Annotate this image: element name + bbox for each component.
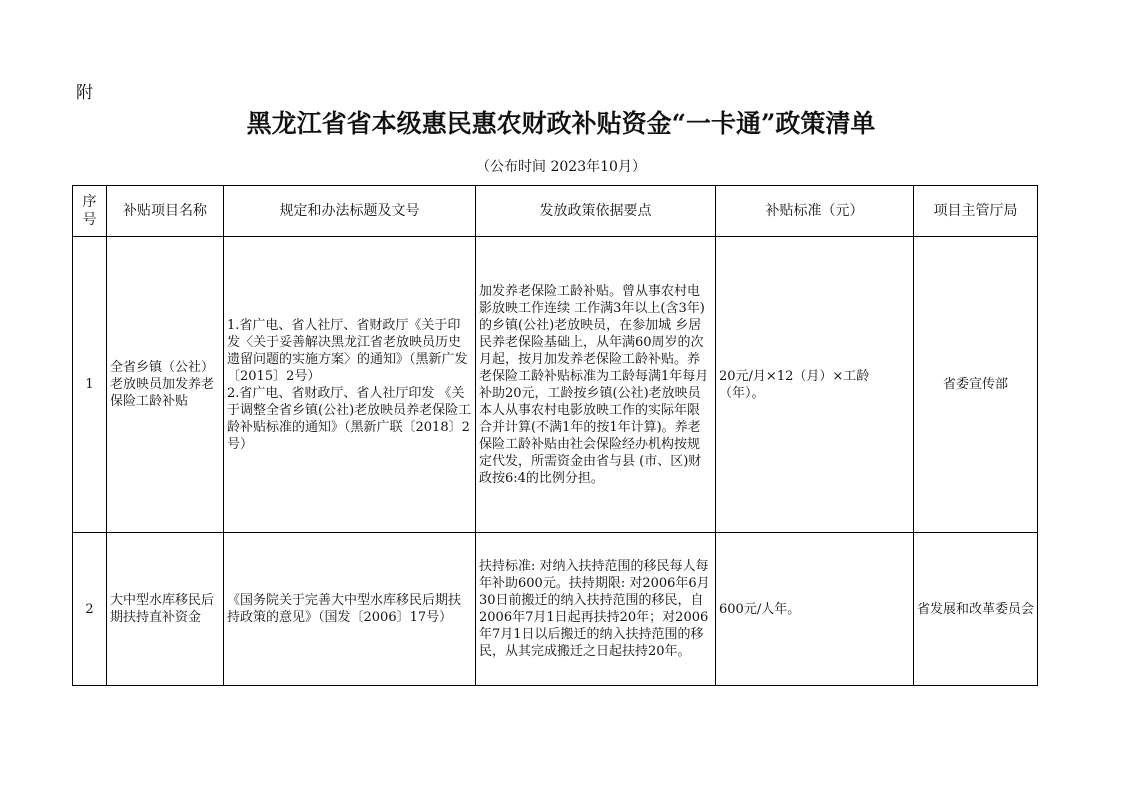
- row-no: 2: [73, 533, 107, 686]
- row-regulation: 1.省广电、省人社厅、省财政厅《关于印发〈关于妥善解决黑龙江省老放映员历史遗留问题的实施方案〉的通知》（黑新广发〔2015〕2号） 2.省广电、省财政厅、省人社厅印发 《关于调整全省乡镇(公社)老放映员养老保险工龄补贴标准的通知》（黑新广联〔2018〕2号）: [224, 237, 476, 533]
- row-department: 省委宣传部: [914, 237, 1038, 533]
- policy-table: [72, 185, 1038, 686]
- col-header-no: 序号: [73, 186, 107, 237]
- publish-date: （公布时间 2023年10月）: [476, 159, 646, 175]
- row-no: 1: [73, 237, 107, 533]
- col-header-basis: 发放政策依据要点: [476, 186, 716, 237]
- attachment-label: 附: [76, 83, 93, 103]
- row-standard: 20元/月×12（月）×工龄（年）。: [716, 237, 914, 533]
- row-basis: 扶持标准: 对纳入扶持范围的移民每人每年补助600元。扶持期限: 对2006年6月30日前搬迁的纳入扶持范围的移民，自2006年7月1日起再扶持20年；对2006年7月1日以后搬迁的纳入扶持范围的移民，从其完成搬迁之日起扶持20年。: [476, 533, 716, 686]
- col-header-regulation: 规定和办法标题及文号: [224, 186, 476, 237]
- row-basis: 加发养老保险工龄补贴。曾从事农村电影放映工作连续 工作满3年以上(含3年)的乡镇(公社)老放映员，在参加城 乡居民养老保险基础上，从年满60周岁的次月起，按月加发养老保险工龄补贴。养老保险工龄补贴标准为工龄每满1年每月补助20元，工龄按乡镇(公社)老放映员本人从事农村电影放映工作的实际年限合并计算(不满1年的按1年计算)。养老保险工龄补贴由社会保险经办机构按规定代发，所需资金由省与县 (市、区)财政按6:4的比例分担。: [476, 237, 716, 533]
- col-header-standard: 补贴标准（元）: [716, 186, 914, 237]
- row-department: 省发展和改革委员会: [914, 533, 1038, 686]
- row-name: 全省乡镇（公社）老放映员加发养老保险工龄补贴: [107, 237, 224, 533]
- table-row: [73, 237, 1038, 533]
- row-standard: 600元/人年。: [716, 533, 914, 686]
- page-title: 黑龙江省省本级惠民惠农财政补贴资金“一卡通”政策清单: [246, 109, 876, 138]
- row-regulation: 《国务院关于完善大中型水库移民后期扶持政策的意见》（国发〔2006〕17号）: [224, 533, 476, 686]
- row-name: 大中型水库移民后期扶持直补资金: [107, 533, 224, 686]
- table-header-row: [73, 186, 1038, 237]
- table-row: [73, 533, 1038, 686]
- col-header-department: 项目主管厅局: [914, 186, 1038, 237]
- col-header-name: 补贴项目名称: [107, 186, 224, 237]
